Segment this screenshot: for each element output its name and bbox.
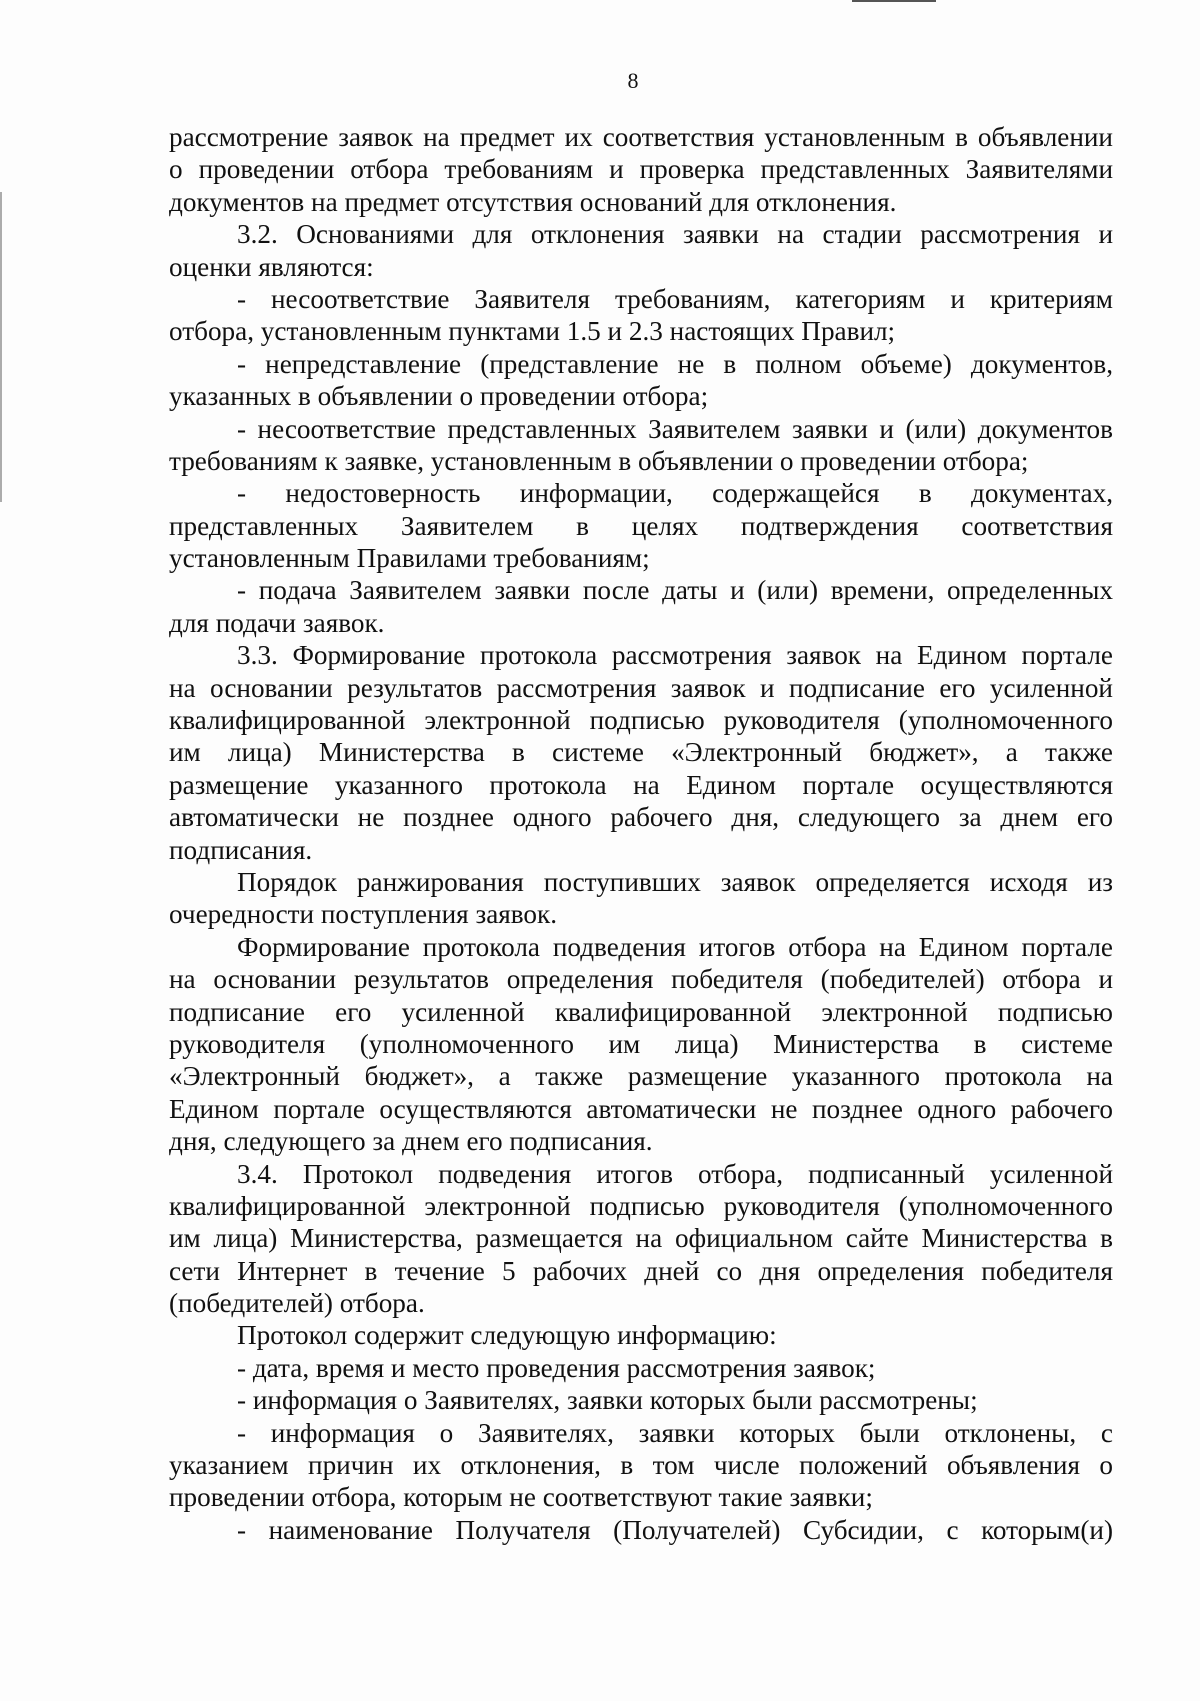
text-line: - информация о Заявителях, заявки которых были отклонены, с xyxy=(237,1417,1113,1448)
text-line: автоматически не позднее одного рабочего дня, следующего за днем его xyxy=(169,802,1113,833)
text-line: документов на предмет отсутствия оснований для отклонения. xyxy=(169,186,897,217)
text-line: очередности поступления заявок. xyxy=(169,899,558,930)
text-line: требованиям к заявке, установленным в объявлении о проведении отбора; xyxy=(169,445,1029,476)
text-line: Протокол содержит следующую информацию: xyxy=(237,1320,777,1351)
text-line: Формирование протокола подведения итогов отбора на Едином портале xyxy=(237,931,1113,962)
text-line: на основании результатов рассмотрения заявок и подписание его усиленной xyxy=(169,672,1113,703)
document-body xyxy=(169,121,1113,1546)
page-number: 8 xyxy=(627,68,639,93)
text-line: рассмотрение заявок на предмет их соответствия установленным в объявлении xyxy=(169,122,1113,152)
text-line: подписание его усиленной квалифицированной электронной подписью xyxy=(169,996,1113,1027)
text-line: Порядок ранжирования поступивших заявок определяется исходя из xyxy=(237,866,1113,897)
text-line: им лица) Министерства в системе «Электронный бюджет», а также xyxy=(169,737,1113,768)
text-line: установленным Правилами требованиям; xyxy=(169,543,650,574)
text-line: - наименование Получателя (Получателей) Субсидии, с которым(и) xyxy=(237,1514,1113,1545)
text-line: Едином портале осуществляются автоматически не позднее одного рабочего xyxy=(169,1093,1113,1124)
scan-margin-mark xyxy=(0,192,2,502)
scan-edge-mark xyxy=(852,0,936,2)
text-line: - информация о Заявителях, заявки которых были рассмотрены; xyxy=(237,1385,978,1416)
text-line: указанием причин их отклонения, в том числе положений объявления о xyxy=(169,1450,1113,1481)
text-line: сети Интернет в течение 5 рабочих дней со дня определения победителя xyxy=(169,1255,1113,1286)
text-line: дня, следующего за днем его подписания. xyxy=(169,1126,653,1157)
text-line: 3.2. Основаниями для отклонения заявки на стадии рассмотрения и xyxy=(237,219,1113,250)
text-line: руководителя (уполномоченного им лица) Министерства в системе xyxy=(169,1028,1113,1059)
text-line: проведении отбора, которым не соответствуют такие заявки; xyxy=(169,1482,873,1513)
text-line: представленных Заявителем в целях подтверждения соответствия xyxy=(169,510,1113,541)
text-line: 3.3. Формирование протокола рассмотрения заявок на Едином портале xyxy=(237,640,1113,671)
text-line: для подачи заявок. xyxy=(169,607,385,638)
text-line: - подача Заявителем заявки после даты и (или) времени, определенных xyxy=(237,575,1113,606)
text-line: подписания. xyxy=(169,834,313,865)
text-line: оценки являются: xyxy=(169,251,374,282)
text-line: указанных в объявлении о проведении отбора; xyxy=(169,381,709,412)
text-line: 3.4. Протокол подведения итогов отбора, подписанный усиленной xyxy=(237,1158,1113,1189)
text-line: (победителей) отбора. xyxy=(169,1288,425,1319)
text-line: - несоответствие представленных Заявителем заявки и (или) документов xyxy=(237,413,1113,444)
text-line: - несоответствие Заявителя требованиям, категориям и критериям xyxy=(237,283,1113,314)
text-line: о проведении отбора требованиям и проверка представленных Заявителями xyxy=(169,154,1113,185)
text-line: квалифицированной электронной подписью руководителя (уполномоченного xyxy=(169,1190,1113,1221)
text-line: им лица) Министерства, размещается на официальном сайте Министерства в xyxy=(169,1223,1113,1254)
text-line: на основании результатов определения победителя (победителей) отбора и xyxy=(169,964,1113,995)
text-line: - дата, время и место проведения рассмотрения заявок; xyxy=(237,1352,876,1383)
text-line: размещение указанного протокола на Едином портале осуществляются xyxy=(169,769,1113,800)
text-line: квалифицированной электронной подписью руководителя (уполномоченного xyxy=(169,705,1113,736)
text-line: - непредставление (представление не в полном объеме) документов, xyxy=(237,348,1113,379)
text-line: «Электронный бюджет», а также размещение указанного протокола на xyxy=(169,1061,1113,1092)
text-line: - недостоверность информации, содержащейся в документах, xyxy=(237,478,1113,509)
text-line: отбора, установленным пунктами 1.5 и 2.3 настоящих Правил; xyxy=(169,316,896,347)
